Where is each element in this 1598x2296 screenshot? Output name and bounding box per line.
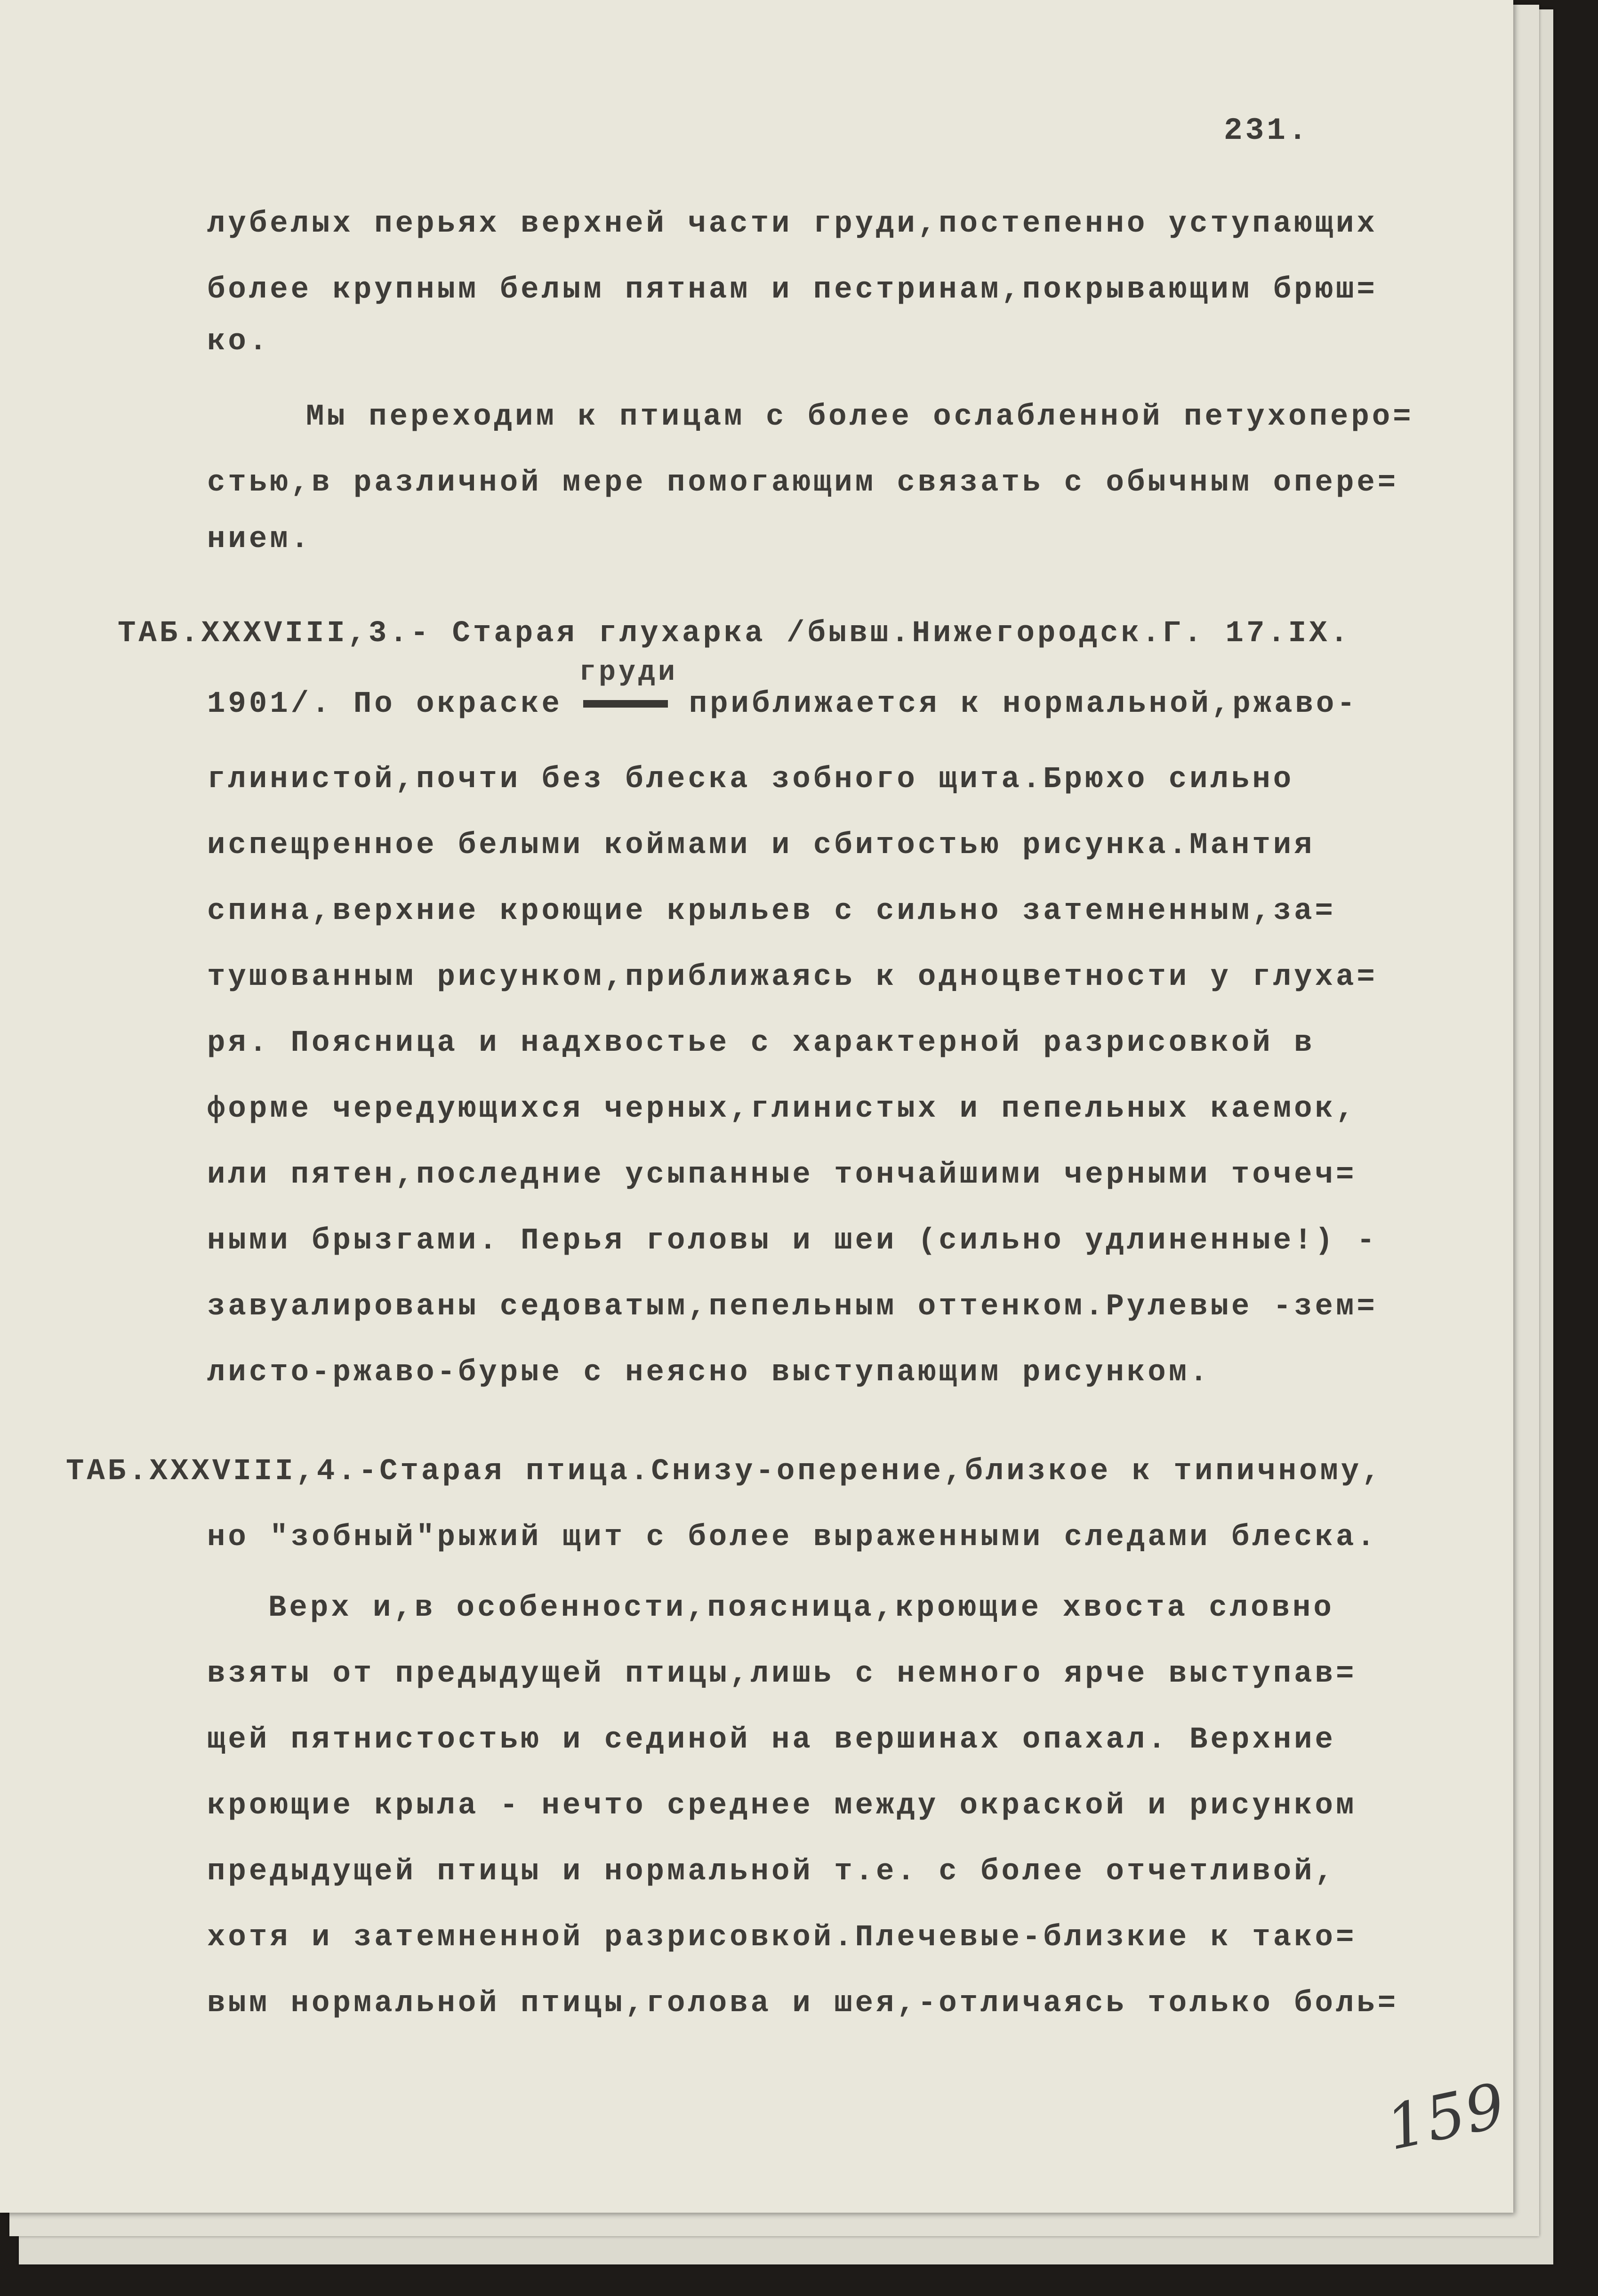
text-line: Мы переходим к птицам с более ослабленной петухоперо= — [306, 400, 1414, 434]
text-line: или пятен,последние усыпанные тончайшими черными точеч= — [207, 1158, 1357, 1192]
text-line: ными брызгами. Перья головы и шеи (сильно удлиненные!) - — [207, 1224, 1378, 1258]
text-line: но "зобный"рыжий щит с более выраженными следами блеска. — [207, 1521, 1378, 1555]
struck-out-word — [583, 700, 668, 708]
text-line: глинистой,почти без блеска зобного щита.Брюхо сильно — [207, 763, 1294, 797]
text-line: 1901/. По окраске приближается к нормальной,ржаво- — [207, 687, 1358, 721]
text-line: спина,верхние кроющие крыльев с сильно затемненным,за= — [207, 894, 1336, 928]
text-line: Верх и,в особенности,поясница,кроющие хвоста словно — [268, 1591, 1334, 1625]
text-line: вым нормальной птицы,голова и шея,-отличаясь только боль= — [207, 1987, 1399, 2021]
text-line: щей пятнистостью и сединой на вершинах опахал. Верхние — [207, 1723, 1336, 1757]
text-line: стью,в различной мере помогающим связать с обычным опере= — [207, 466, 1399, 500]
handwritten-folio-number: 159 — [1380, 2069, 1512, 2164]
text-line: лубелых перьях верхней части груди,постепенно уступающих — [207, 207, 1378, 241]
text-line: ря. Поясница и надхвостье с характерной разрисовкой в — [207, 1026, 1315, 1060]
text-line: завуалированы седоватым,пепельным оттенком.Рулевые -зем= — [207, 1290, 1378, 1324]
text-line: форме чередующихся черных,глинистых и пепельных каемок, — [207, 1092, 1357, 1126]
entry-heading: ТАБ.XXXVIII,3.- Старая глухарка /бывш.Нижегородск.Г. 17.IX. — [118, 617, 1351, 651]
page-number: 231. — [1224, 113, 1310, 148]
text-line: взяты от предыдущей птицы,лишь с немного ярче выступав= — [207, 1657, 1357, 1691]
text-line: листо-ржаво-бурые с неясно выступающим рисунком. — [207, 1356, 1211, 1390]
text-line: предыдущей птицы и нормальной т.е. с более отчетливой, — [207, 1855, 1336, 1889]
text-line: ко. — [207, 325, 270, 359]
text-line: нием. — [207, 523, 312, 556]
text-line: кроющие крыла - нечто среднее между окраской и рисунком — [207, 1789, 1357, 1823]
entry-heading: ТАБ.XXXVIII,4.-Старая птица.Снизу-оперение,близкое к типичному, — [66, 1455, 1383, 1489]
handwritten-insertion: груди — [579, 657, 678, 689]
text-line: тушованным рисунком,приближаясь к одноцветности у глуха= — [207, 960, 1378, 994]
text-line: испещренное белыми коймами и сбитостью рисунка.Мантия — [207, 829, 1315, 862]
text-line: хотя и затемненной разрисовкой.Плечевые-близкие к тако= — [207, 1921, 1357, 1955]
text-line: более крупным белым пятнам и пестринам,покрывающим брюш= — [207, 273, 1378, 307]
